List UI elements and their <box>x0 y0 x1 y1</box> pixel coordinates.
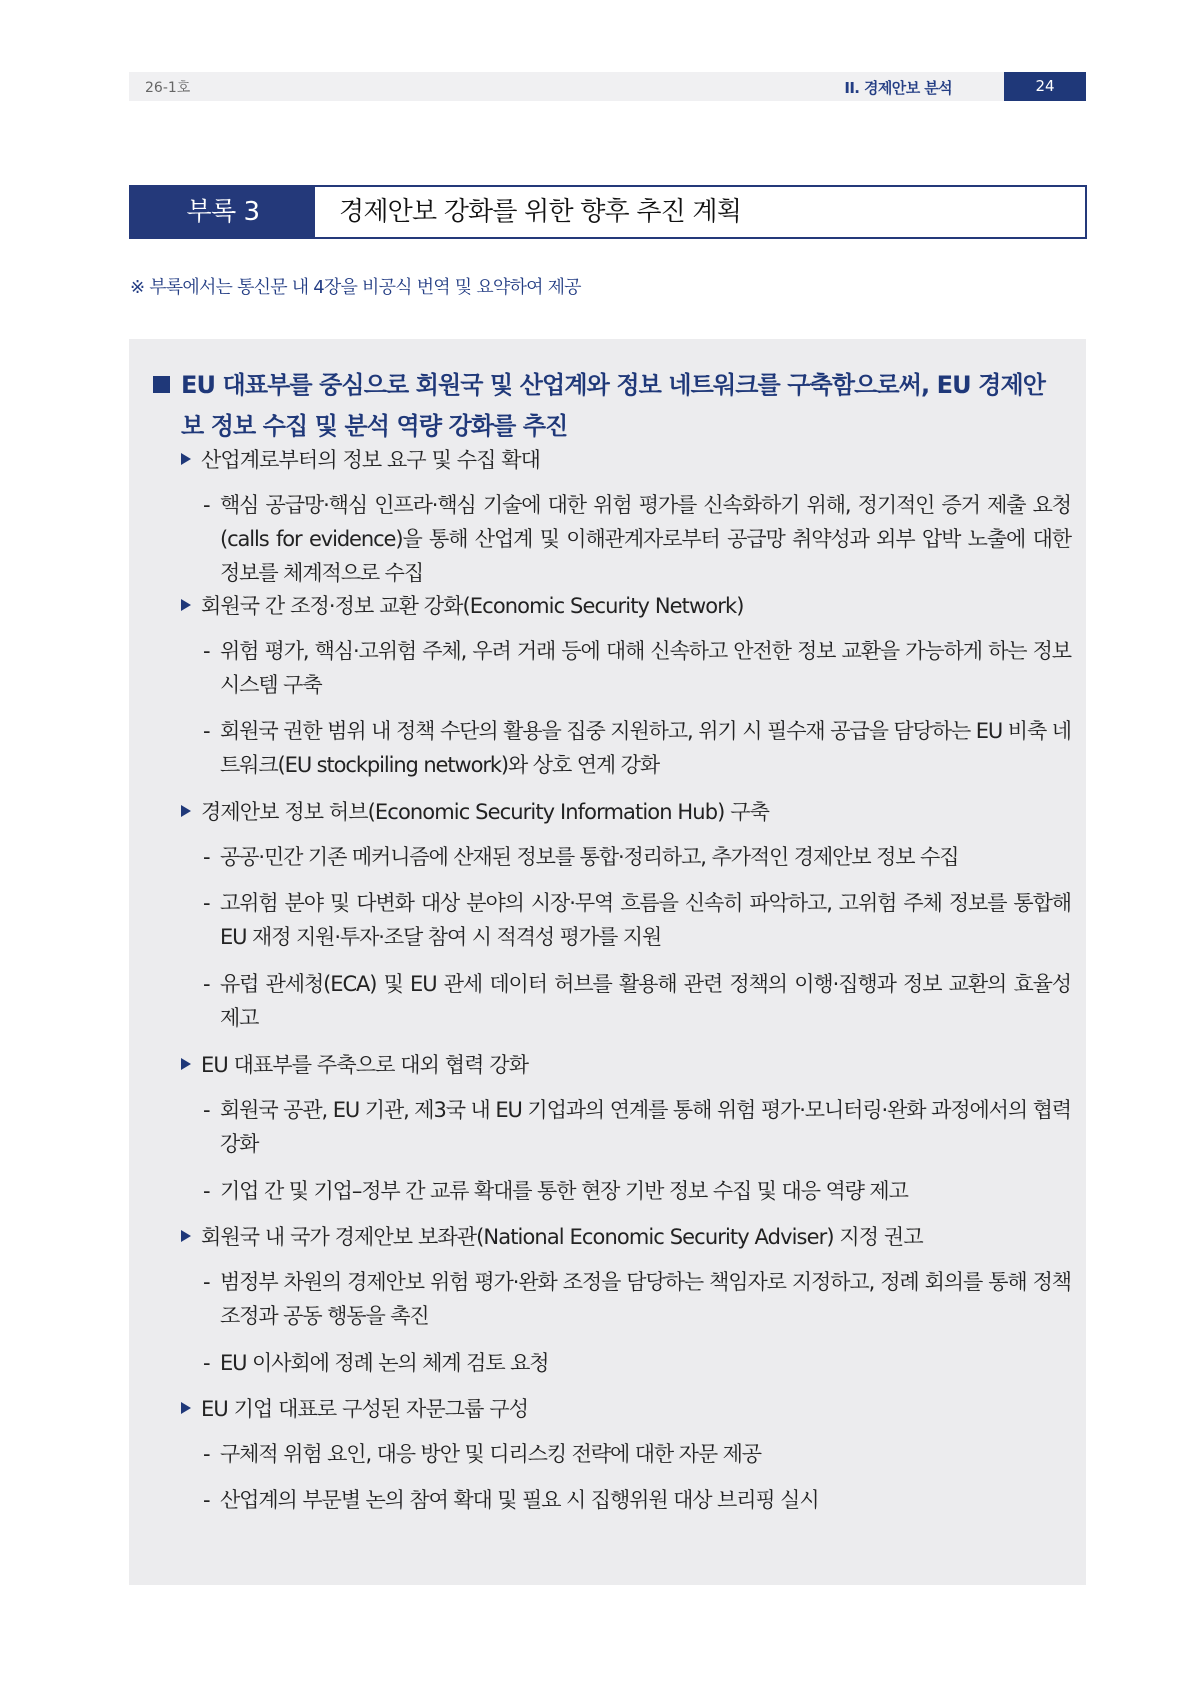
sub-item-text: 공공·민간 기존 메커니즘에 산재된 정보를 통합·정리하고, 추가적인 경제안보 정보 수집 <box>220 845 959 869</box>
item-title: EU 기업 대표로 구성된 자문그룹 구성 <box>201 1397 529 1421</box>
sub-item-text: 기업 간 및 기업–정부 간 교류 확대를 통한 현장 기반 정보 수집 및 대응 역량 제고 <box>220 1179 908 1203</box>
dash-bullet: - <box>203 845 210 869</box>
page-number: 24 <box>1004 72 1086 101</box>
sub-item <box>203 840 1071 874</box>
sub-item <box>203 967 1071 1035</box>
list-item <box>181 1048 1041 1082</box>
square-bullet-icon <box>153 376 170 393</box>
main-heading <box>153 365 1053 447</box>
triangle-bullet-icon <box>181 1058 191 1070</box>
item-title: EU 대표부를 주축으로 대외 협력 강화 <box>201 1053 529 1077</box>
sub-item-text: 회원국 공관, EU 기관, 제3국 내 EU 기업과의 연계를 통해 위험 평가·모니터링·완화 과정에서의 협력 강화 <box>220 1098 1071 1156</box>
item-title: 경제안보 정보 허브(Economic Security Information Hub) 구축 <box>201 800 769 824</box>
sub-item-text: 회원국 권한 범위 내 정책 수단의 활용을 집중 지원하고, 위기 시 필수재 공급을 담당하는 EU 비축 네트워크(EU stockpiling network)와 상호 연계 강화 <box>220 719 1071 777</box>
dash-bullet: - <box>203 891 210 915</box>
dash-bullet: - <box>203 1270 210 1294</box>
dash-bullet: - <box>203 719 210 743</box>
sub-item-text: 핵심 공급망·핵심 인프라·핵심 기술에 대한 위험 평가를 신속화하기 위해, 정기적인 증거 제출 요청(calls for evidence)을 통해 산업계 및 이해관계자로부터 공급망 취약성과 외부 압박 노출에 대한 정보를 체계적으로 수집 <box>220 493 1071 585</box>
appendix-title: 경제안보 강화를 위한 향후 추진 계획 <box>339 197 742 227</box>
content-box <box>129 339 1086 1585</box>
list-item <box>181 1392 1041 1426</box>
dash-bullet: - <box>203 493 210 517</box>
sub-item-text: 위험 평가, 핵심·고위험 주체, 우려 거래 등에 대해 신속하고 안전한 정보 교환을 가능하게 하는 정보 시스템 구축 <box>220 639 1071 697</box>
appendix-title-bar <box>129 185 1087 239</box>
list-item <box>181 1220 1041 1254</box>
sub-item <box>203 1346 1071 1380</box>
sub-item-text: 고위험 분야 및 다변화 대상 분야의 시장·무역 흐름을 신속히 파악하고, 고위험 주체 정보를 통합해 EU 재정 지원·투자·조달 참여 시 적격성 평가를 지원 <box>220 891 1071 949</box>
item-title: 회원국 간 조정·정보 교환 강화(Economic Security Network) <box>201 594 744 618</box>
dash-bullet: - <box>203 639 210 663</box>
sub-item-text: 유럽 관세청(ECA) 및 EU 관세 데이터 허브를 활용해 관련 정책의 이행·집행과 정보 교환의 효율성 제고 <box>220 972 1071 1030</box>
triangle-bullet-icon <box>181 453 191 465</box>
sub-item <box>203 1093 1071 1161</box>
main-heading-text: EU 대표부를 중심으로 회원국 및 산업계와 정보 네트워크를 구축함으로써, EU 경제안보 정보 수집 및 분석 역량 강화를 추진 <box>181 371 1046 440</box>
sub-item-text: 산업계의 부문별 논의 참여 확대 및 필요 시 집행위원 대상 브리핑 실시 <box>220 1488 819 1512</box>
triangle-bullet-icon <box>181 1230 191 1242</box>
sub-item <box>203 1483 1071 1517</box>
sub-item <box>203 634 1071 702</box>
list-item <box>181 795 1041 829</box>
dash-bullet: - <box>203 1179 210 1203</box>
page-header <box>129 72 1086 101</box>
triangle-bullet-icon <box>181 599 191 611</box>
dash-bullet: - <box>203 972 210 996</box>
list-item <box>181 589 1041 623</box>
sub-item <box>203 886 1071 954</box>
sub-item <box>203 1437 1071 1471</box>
dash-bullet: - <box>203 1442 210 1466</box>
sub-item-text: 구체적 위험 요인, 대응 방안 및 디리스킹 전략에 대한 자문 제공 <box>220 1442 761 1466</box>
item-title: 회원국 내 국가 경제안보 보좌관(National Economic Security Adviser) 지정 권고 <box>201 1225 923 1249</box>
sub-item <box>203 1174 1071 1208</box>
sub-item <box>203 714 1071 782</box>
dash-bullet: - <box>203 1351 210 1375</box>
appendix-note: ※ 부록에서는 통신문 내 4장을 비공식 번역 및 요약하여 제공 <box>130 277 581 298</box>
item-title: 산업계로부터의 정보 요구 및 수집 확대 <box>201 448 541 472</box>
list-item <box>181 443 1041 477</box>
section-title: II. 경제안보 분석 <box>844 79 952 97</box>
dash-bullet: - <box>203 1488 210 1512</box>
triangle-bullet-icon <box>181 1402 191 1414</box>
sub-item <box>203 488 1071 590</box>
dash-bullet: - <box>203 1098 210 1122</box>
appendix-label: 부록 3 <box>131 187 315 237</box>
sub-item-text: 범정부 차원의 경제안보 위험 평가·완화 조정을 담당하는 책임자로 지정하고, 정례 회의를 통해 정책 조정과 공동 행동을 촉진 <box>220 1270 1071 1328</box>
issue-number: 26-1호 <box>145 80 191 96</box>
triangle-bullet-icon <box>181 805 191 817</box>
sub-item-text: EU 이사회에 정례 논의 체계 검토 요청 <box>220 1351 549 1375</box>
sub-item <box>203 1265 1071 1333</box>
